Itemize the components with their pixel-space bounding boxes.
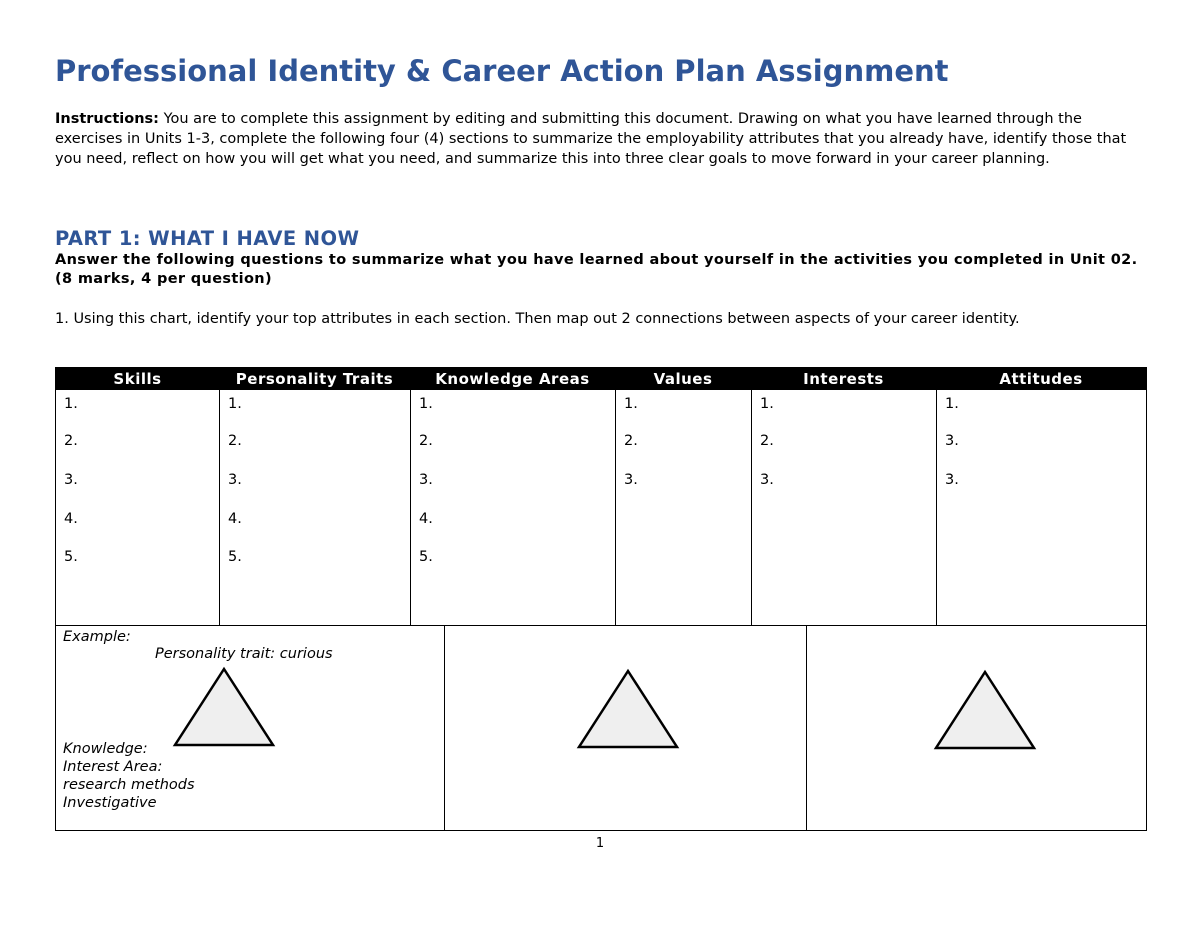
instructions-text: You are to complete this assignment by editing and submitting this document. Drawing on what you have learned through the exercises in Units 1-3, complete the following four (4) sections to summarize the employability attributes that you already have, identify those that you need, reflect on how you will get what you need, and summarize this into three clear goals to move forward in your career planning. — [55, 111, 1127, 167]
attributes-table-header — [56, 368, 1146, 390]
column-values[interactable] — [616, 390, 752, 625]
part1-subheading: Answer the following questions to summarize what you have learned about yourself in the activities you completed in Unit 02. (8 marks, 4 per question) — [55, 252, 1138, 287]
list-item: 1. — [419, 396, 433, 412]
example-research-methods: research methods — [63, 777, 195, 793]
header-attitudes: Attitudes — [999, 370, 1083, 388]
list-item: 4. — [64, 511, 78, 527]
connection-cell-2[interactable] — [807, 626, 1146, 830]
list-item: 2. — [228, 433, 242, 449]
list-item: 3. — [419, 472, 433, 488]
list-item: 1. — [64, 396, 78, 412]
column-interests[interactable] — [752, 390, 937, 625]
list-item: 3. — [945, 472, 959, 488]
column-personality-traits[interactable] — [220, 390, 411, 625]
example-personality-trait: Personality trait: curious — [155, 646, 333, 662]
list-item: 1. — [228, 396, 242, 412]
connections-table — [55, 625, 1147, 831]
column-attitudes[interactable] — [937, 390, 1146, 625]
column-skills[interactable] — [56, 390, 220, 625]
part1-heading: PART 1: WHAT I HAVE NOW — [55, 227, 360, 250]
document-title: Professional Identity & Career Action Plan Assignment — [55, 54, 949, 88]
question-1: 1. Using this chart, identify your top attributes in each section. Then map out 2 connections between aspects of your career identity. — [55, 311, 1020, 327]
header-personality-traits: Personality Traits — [235, 370, 394, 388]
list-item: 4. — [228, 511, 242, 527]
header-interests: Interests — [803, 370, 884, 388]
example-label: Example: — [63, 629, 131, 645]
list-item: 4. — [419, 511, 433, 527]
attributes-table — [55, 367, 1147, 626]
list-item: 3. — [945, 433, 959, 449]
list-item: 5. — [419, 549, 433, 565]
list-item: 1. — [624, 396, 638, 412]
list-item: 5. — [64, 549, 78, 565]
list-item: 1. — [945, 396, 959, 412]
list-item: 3. — [64, 472, 78, 488]
header-knowledge-areas: Knowledge Areas — [435, 370, 590, 388]
connection-example-cell[interactable] — [56, 626, 445, 830]
example-interest-area-label: Interest Area: — [63, 759, 163, 775]
triangle-icon — [575, 667, 681, 751]
list-item: 5. — [228, 549, 242, 565]
header-values: Values — [653, 370, 713, 388]
list-item: 3. — [760, 472, 774, 488]
list-item: 2. — [624, 433, 638, 449]
instructions-paragraph — [55, 109, 1150, 169]
example-knowledge-label: Knowledge: — [63, 741, 148, 757]
column-knowledge-areas[interactable] — [411, 390, 616, 625]
instructions-label: Instructions: — [55, 111, 159, 127]
triangle-icon — [171, 665, 277, 749]
page-number: 1 — [595, 836, 605, 851]
list-item: 3. — [624, 472, 638, 488]
list-item: 2. — [760, 433, 774, 449]
example-investigative: Investigative — [63, 795, 157, 811]
header-skills: Skills — [113, 370, 162, 388]
list-item: 2. — [419, 433, 433, 449]
connection-cell-1[interactable] — [445, 626, 807, 830]
list-item: 3. — [228, 472, 242, 488]
list-item: 2. — [64, 433, 78, 449]
triangle-icon — [932, 668, 1038, 752]
list-item: 1. — [760, 396, 774, 412]
